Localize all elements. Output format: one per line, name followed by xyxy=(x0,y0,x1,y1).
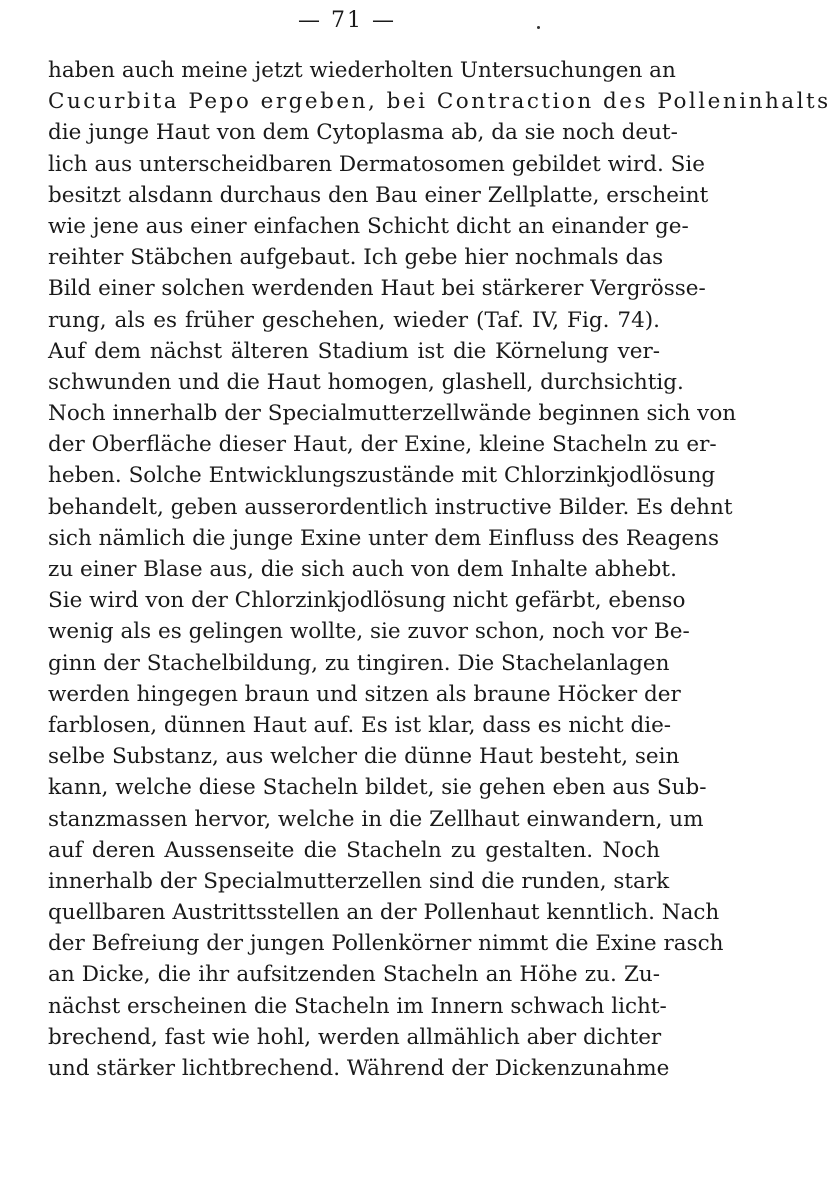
text-line: auf deren Aussenseite die Stacheln zu gestalten. Noch xyxy=(48,837,660,863)
text-line: besitzt alsdann durchaus den Bau einer Zellplatte, erscheint xyxy=(48,182,709,208)
text-line: ginn der Stachelbildung, zu tingiren. Die Stachelanlagen xyxy=(48,650,670,676)
text-line: Auf dem nächst älteren Stadium ist die Körnelung ver- xyxy=(48,338,660,364)
text-line: rung, als es früher geschehen, wieder (Taf. IV, Fig. 74). xyxy=(48,307,660,333)
text-line: schwunden und die Haut homogen, glashell, durchsichtig. xyxy=(48,369,684,395)
text-line: lich aus unterscheidbaren Dermatosomen gebildet wird. Sie xyxy=(48,151,705,177)
text-line: Cucurbita Pepo ergeben, bei Contraction des Polleninhalts xyxy=(48,89,831,115)
ink-speck xyxy=(537,26,540,29)
text-line: Sie wird von der Chlorzinkjodlösung nicht gefärbt, ebenso xyxy=(48,588,686,614)
page-number: — 71 — xyxy=(298,8,396,33)
text-line: selbe Substanz, aus welcher die dünne Haut besteht, sein xyxy=(48,744,680,770)
text-line: an Dicke, die ihr aufsitzenden Stacheln an Höhe zu. Zu- xyxy=(48,962,660,988)
text-line: haben auch meine jetzt wiederholten Untersuchungen an xyxy=(48,58,676,83)
text-line: innerhalb der Specialmutterzellen sind die runden, stark xyxy=(48,868,670,894)
text-line: sich nämlich die junge Exine unter dem Einfluss des Reagens xyxy=(48,525,719,551)
text-line: wie jene aus einer einfachen Schicht dicht an einander ge- xyxy=(48,213,689,239)
text-line: stanzmassen hervor, welche in die Zellhaut einwandern, um xyxy=(48,806,704,832)
text-line: wenig als es gelingen wollte, sie zuvor schon, noch vor Be- xyxy=(48,619,690,645)
text-line: Noch innerhalb der Specialmutterzellwände beginnen sich von xyxy=(48,401,737,427)
body-text xyxy=(48,55,831,1084)
text-line: die junge Haut von dem Cytoplasma ab, da sie noch deut- xyxy=(48,120,678,146)
text-line: quellbaren Austrittsstellen an der Pollenhaut kenntlich. Nach xyxy=(48,900,720,926)
text-line: und stärker lichtbrechend. Während der Dickenzunahme xyxy=(48,1056,670,1081)
text-line: brechend, fast wie hohl, werden allmählich aber dichter xyxy=(48,1024,662,1050)
text-line: der Befreiung der jungen Pollenkörner nimmt die Exine rasch xyxy=(48,931,724,957)
text-line: kann, welche diese Stacheln bildet, sie gehen eben aus Sub- xyxy=(48,775,707,801)
text-line: farblosen, dünnen Haut auf. Es ist klar, dass es nicht die- xyxy=(48,712,672,738)
text-line: Bild einer solchen werdenden Haut bei stärkerer Vergrösse- xyxy=(48,276,706,302)
text-line: zu einer Blase aus, die sich auch von dem Inhalte abhebt. xyxy=(48,557,677,582)
text-line: werden hingegen braun und sitzen als braune Höcker der xyxy=(48,681,681,707)
text-line: der Oberfläche dieser Haut, der Exine, kleine Stacheln zu er- xyxy=(48,432,717,458)
text-line: nächst erscheinen die Stacheln im Innern schwach licht- xyxy=(48,993,667,1019)
text-line: behandelt, geben ausserordentlich instructive Bilder. Es dehnt xyxy=(48,494,733,520)
text-line: reihter Stäbchen aufgebaut. Ich gebe hier nochmals das xyxy=(48,245,664,271)
text-line: heben. Solche Entwicklungszustände mit Chlorzinkjodlösung xyxy=(48,463,716,489)
